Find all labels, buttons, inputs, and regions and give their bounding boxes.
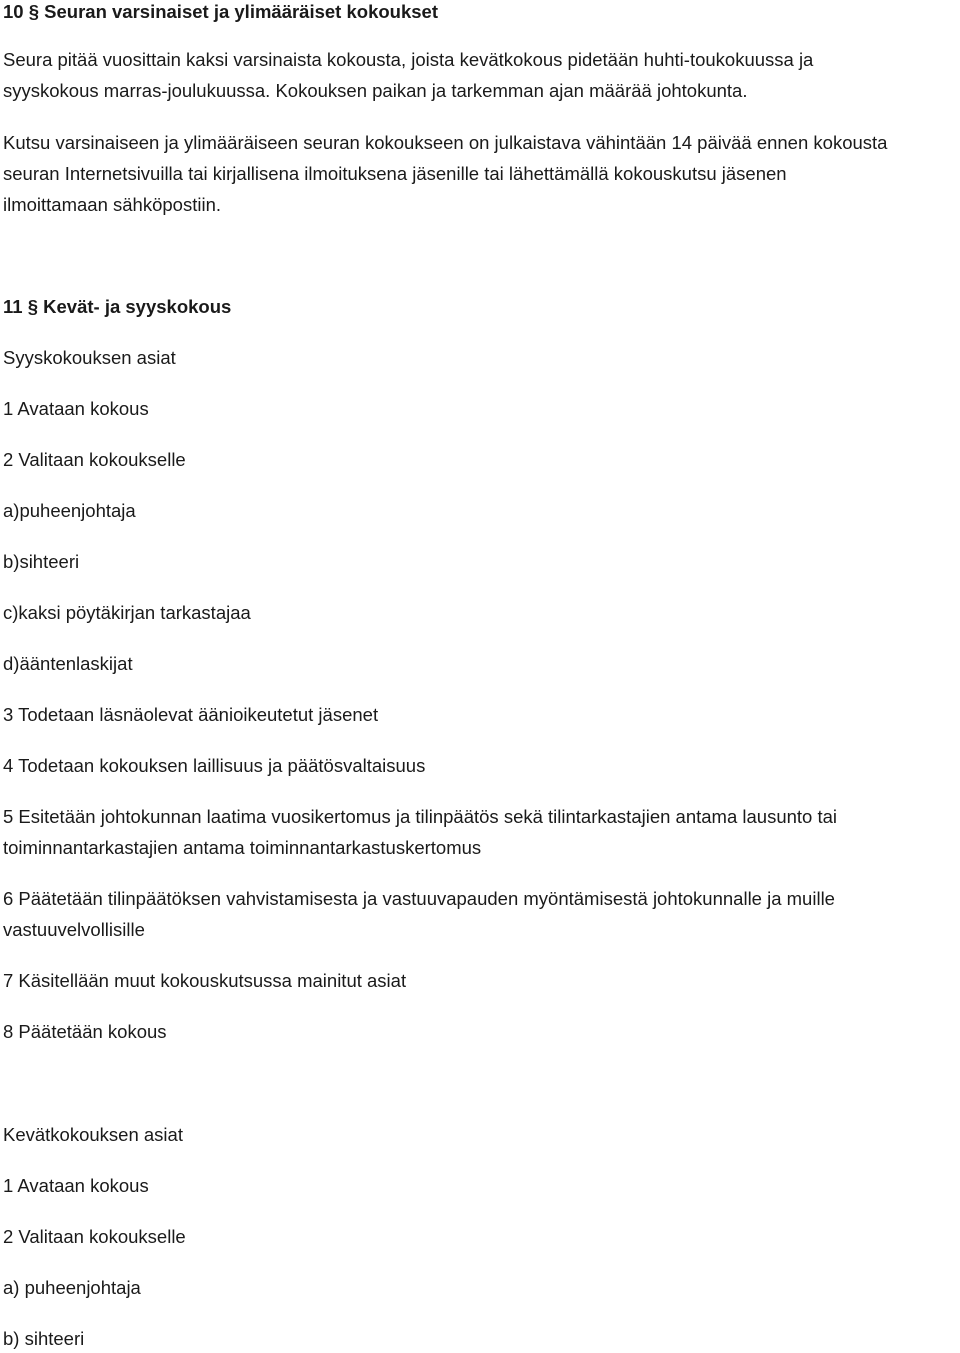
autumn-meeting-title: Syyskokouksen asiat	[3, 347, 176, 368]
autumn-item: 4 Todetaan kokouksen laillisuus ja päätösvaltaisuus	[3, 755, 426, 776]
autumn-item-7: 7 Käsitellään muut kokouskutsussa mainitut asiat	[3, 970, 407, 991]
autumn-item-8: 8 Päätetään kokous	[3, 1021, 167, 1042]
autumn-item: b)sihteeri	[3, 551, 80, 572]
section-11-heading: 11 § Kevät- ja syyskokous	[3, 296, 232, 317]
spring-item: a) puheenjohtaja	[3, 1277, 141, 1298]
autumn-item-6-line-2: vastuuvelvollisille	[3, 919, 145, 940]
section-10-paragraph-2-line-2: seuran Internetsivuilla tai kirjallisena ilmoituksena jäsenille tai lähettämällä kokouskutsu jäsenen	[3, 163, 787, 184]
autumn-item-5-line-1: 5 Esitetään johtokunnan laatima vuosikertomus ja tilinpäätös sekä tilintarkastajien antama lausunto tai	[3, 806, 838, 827]
section-10-heading: 10 § Seuran varsinaiset ja ylimääräiset kokoukset	[3, 1, 438, 22]
section-10-paragraph-2-line-3: ilmoittamaan sähköpostiin.	[3, 194, 221, 215]
autumn-item: 3 Todetaan läsnäolevat äänioikeutetut jäsenet	[3, 704, 379, 725]
spring-meeting-title: Kevätkokouksen asiat	[3, 1124, 183, 1145]
section-10-paragraph-1-line-2: syyskokous marras-joulukuussa. Kokouksen paikan ja tarkemman ajan määrää johtokunta.	[3, 80, 748, 101]
autumn-item: 1 Avataan kokous	[3, 398, 149, 419]
autumn-item: a)puheenjohtaja	[3, 500, 136, 521]
spring-item: 1 Avataan kokous	[3, 1175, 149, 1196]
autumn-item-5-line-2: toiminnantarkastajien antama toiminnantarkastuskertomus	[3, 837, 482, 858]
autumn-item: d)ääntenlaskijat	[3, 653, 133, 674]
section-10-paragraph-1-line-1: Seura pitää vuosittain kaksi varsinaista kokousta, joista kevätkokous pidetään huhti-toukokuussa ja	[3, 49, 814, 70]
spring-item: 2 Valitaan kokoukselle	[3, 1226, 186, 1247]
autumn-item: c)kaksi pöytäkirjan tarkastajaa	[3, 602, 251, 623]
autumn-item-6-line-1: 6 Päätetään tilinpäätöksen vahvistamisesta ja vastuuvapauden myöntämisestä johtokunnalle ja muille	[3, 888, 835, 909]
spring-item: b) sihteeri	[3, 1328, 85, 1349]
autumn-item: 2 Valitaan kokoukselle	[3, 449, 186, 470]
section-10-paragraph-2-line-1: Kutsu varsinaiseen ja ylimääräiseen seuran kokoukseen on julkaistava vähintään 14 päivää ennen kokousta	[3, 132, 888, 153]
